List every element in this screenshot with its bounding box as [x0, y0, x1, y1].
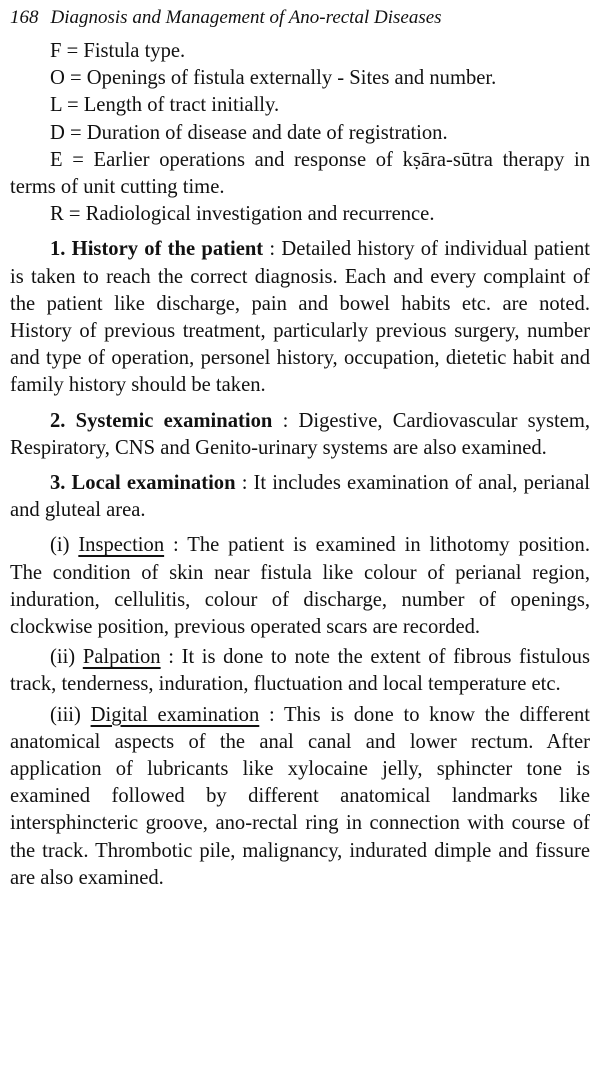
inspection-paragraph [10, 532, 590, 641]
inspection-term: Inspection [78, 534, 165, 557]
digital-prefix: (iii) [50, 703, 81, 726]
definition-item: F = Fistula type. [50, 40, 186, 62]
inspection-prefix: (i) [50, 534, 70, 557]
definition-item: O = Openings of fistula externally - Sites and number. [50, 67, 497, 90]
systemic-paragraph [10, 408, 590, 462]
history-paragraph [10, 236, 590, 399]
running-title: Diagnosis and Management of Ano-rectal Diseases [50, 7, 442, 28]
local-text: : It includes examination of anal, perianal and gluteal area. [10, 472, 591, 522]
systemic-text: : Digestive, Cardiovascular system, Respiratory, CNS and Genito-urinary systems are also examined. [10, 409, 590, 459]
definition-item: E = Earlier operations and response of kṣāra-sūtra therapy in terms of unit cutting time. [10, 148, 590, 199]
definition-item: R = Radiological investigation and recurrence. [50, 203, 435, 226]
local-heading: 3. Local examination [50, 472, 236, 495]
page-number: 168 [10, 7, 39, 28]
digital-term: Digital examination [90, 703, 260, 726]
palpation-term: Palpation [82, 646, 161, 669]
history-text: : Detailed history of individual patient is taken to reach the correct diagnosis. Each and every complaint of the patient like discharge, pain and bowel habits etc. are noted. History of previous treatment, particularly previous surgery, number and type of operation, personel history, occupation, dietetic habit and family history should be taken. [10, 238, 590, 397]
inspection-text: : The patient is examined in lithotomy position. The condition of skin near fistula like colour of perianal region, induration, cellulitis, colour of discharge, number of openings, clockwise position, previous operated scars are recorded. [10, 534, 591, 639]
definition-item: L = Length of tract initially. [50, 94, 280, 117]
definition-list [10, 38, 590, 228]
history-heading: 1. History of the patient [50, 238, 264, 261]
running-header [10, 6, 590, 30]
palpation-text: : It is done to note the extent of fibrous fistulous track, tenderness, induration, fluctuation and local temperature etc. [10, 646, 590, 696]
palpation-prefix: (ii) [50, 646, 76, 669]
local-paragraph [10, 470, 590, 524]
palpation-paragraph [10, 644, 590, 698]
digital-text: : This is done to know the different anatomical aspects of the anal canal and lower rectum. After application of lubricants like xylocaine jelly, sphincter tone is examined followed by different anatomical landmarks like intersphincteric groove, ano-rectal ring in connection with course of the track. Thrombotic pile, malignancy, indurated dimple and fissure are also examined. [10, 703, 591, 889]
definition-item: D = Duration of disease and date of registration. [50, 121, 448, 144]
digital-paragraph [10, 702, 590, 892]
systemic-heading: 2. Systemic examination [50, 409, 273, 432]
